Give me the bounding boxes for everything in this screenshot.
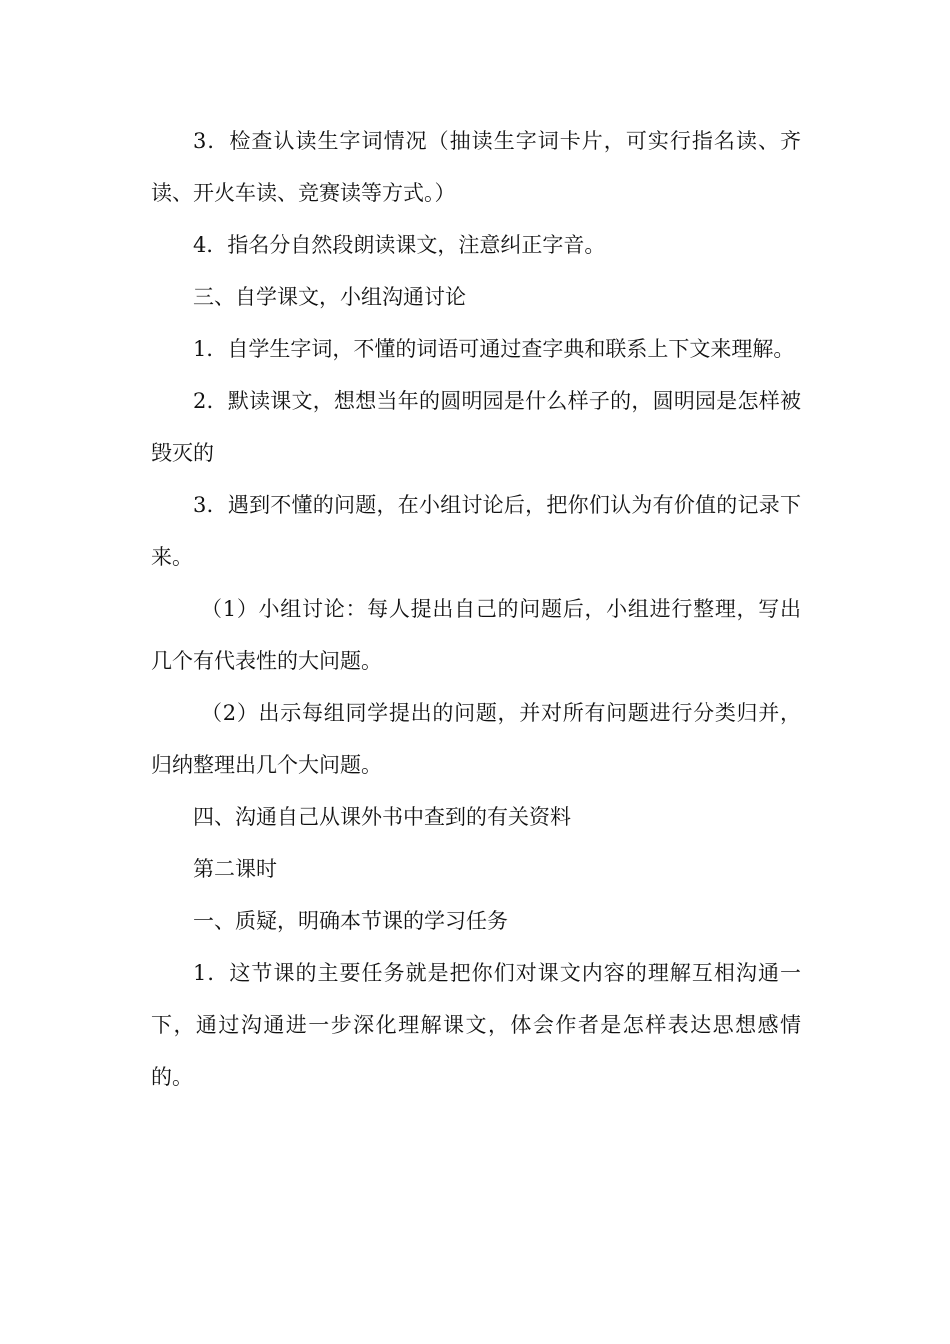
paragraph-main-task: 1．这节课的主要任务就是把你们对课文内容的理解互相沟通一下，通过沟通进一步深化理解课文，体会作者是怎样表达思想感情的。 (151, 961, 801, 1089)
section-heading-clarify-tasks: 一、质疑，明确本节课的学习任务 (193, 909, 508, 933)
paragraph-group-discussion: （1）小组讨论：每人提出自己的问题后，小组进行整理，写出几个有代表性的大问题。 (151, 597, 801, 673)
paragraph-read-aloud: 4．指名分自然段朗读课文，注意纠正字音。 (193, 233, 606, 257)
section-heading-self-study: 三、自学课文，小组沟通讨论 (193, 285, 466, 309)
paragraph-self-study-words: 1．自学生字词，不懂的词语可通过查字典和联系上下文来理解。 (193, 337, 795, 361)
section-heading-second-lesson: 第二课时 (193, 857, 277, 881)
document-body (151, 115, 801, 1103)
paragraph-classify-questions: （2）出示每组同学提出的问题，并对所有问题进行分类归并，归纳整理出几个大问题。 (151, 701, 801, 777)
paragraph-check-new-words: 3．检查认读生字词情况（抽读生字词卡片，可实行指名读、齐读、开火车读、竞赛读等方式。） (151, 129, 801, 205)
paragraph-record-questions: 3．遇到不懂的问题，在小组讨论后，把你们认为有价值的记录下来。 (151, 493, 801, 569)
section-heading-share-materials: 四、沟通自己从课外书中查到的有关资料 (193, 805, 571, 829)
paragraph-silent-reading: 2．默读课文，想想当年的圆明园是什么样子的，圆明园是怎样被毁灭的 (151, 389, 801, 465)
